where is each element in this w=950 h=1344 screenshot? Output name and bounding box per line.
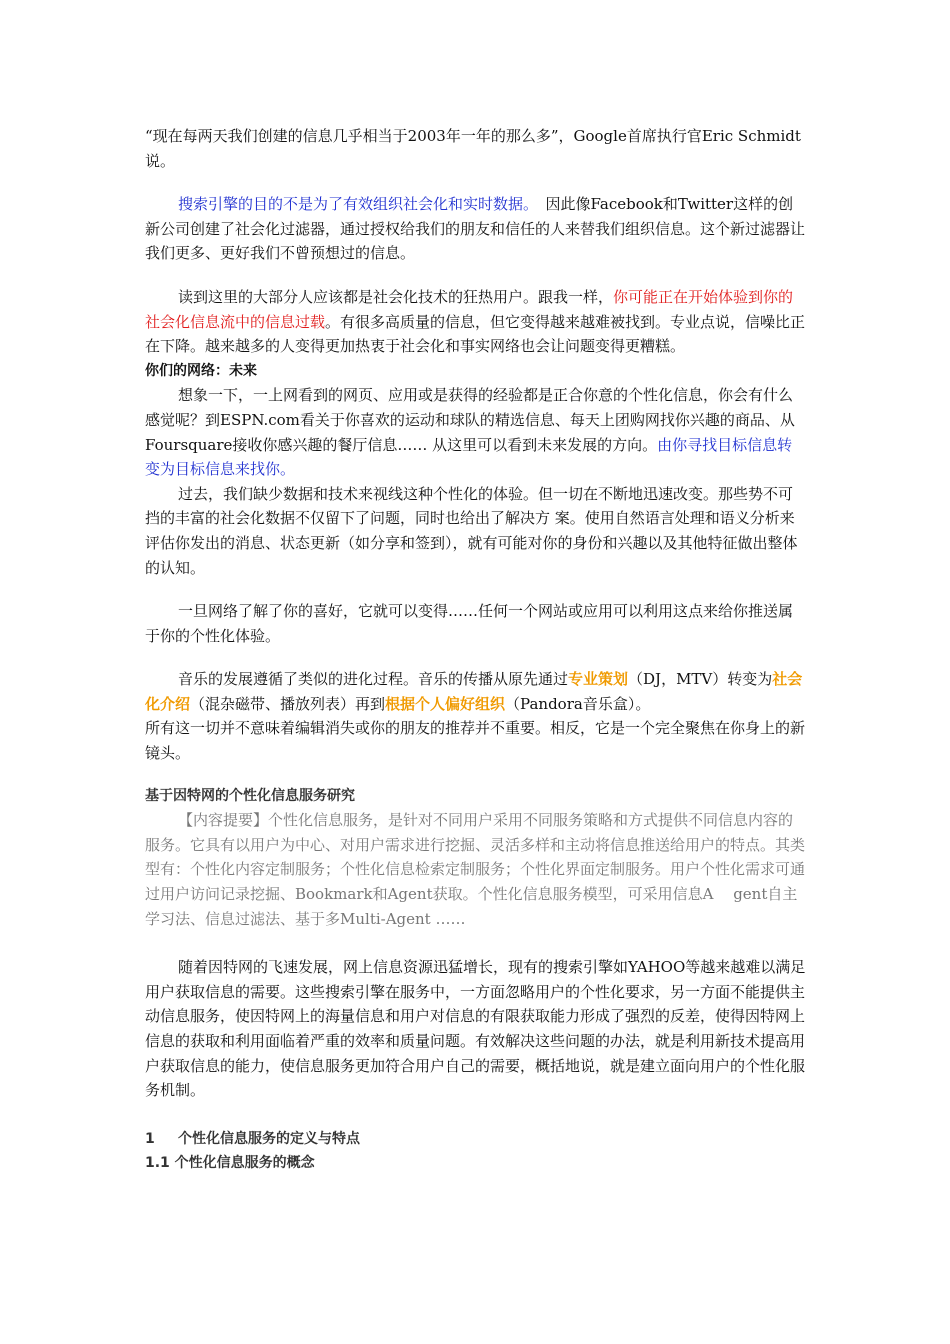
paragraph-once-web-knows: 一旦网络了解了你的喜好，它就可以变得……任何一个网站或应用可以利用这点来给你推送属于你的个性化体验。 bbox=[145, 602, 794, 645]
paragraph-text: （Pandora音乐盒）。 bbox=[505, 694, 651, 713]
paragraph-text: （DJ，MTV）转变为 bbox=[628, 670, 773, 689]
section-heading-1 bbox=[145, 1127, 807, 1152]
paragraph-imagine bbox=[145, 383, 807, 481]
section-title: 个性化信息服务的定义与特点 bbox=[178, 1130, 360, 1147]
paragraph-text: （混杂磁带、播放列表）再到 bbox=[190, 694, 386, 713]
section-heading-future-web: 你们的网络：未来 bbox=[145, 362, 257, 379]
article-title: 基于因特网的个性化信息服务研究 bbox=[145, 787, 355, 804]
paragraph-text: 因此像Facebook和Twitter这样的创新公司创建了社会化过滤器，通过授权给我们的朋友和信任的人来替我们组织信息。这个新过滤器让我们更多、更好我们不曾预想过的信息。 bbox=[145, 195, 806, 263]
paragraph-information-overload bbox=[145, 285, 807, 359]
highlight-information-overload: 你可能正在开始体验到你的社会化信息流中的信息过载 bbox=[145, 287, 794, 331]
paragraph-past: 过去，我们缺少数据和技术来视线这种个性化的体验。但一切在不断地迅速改变。那些势不可挡的丰富的社会化数据不仅留下了问题，同时也给出了解决方 案。使用自然语言处理和语义分析来评估你发出的消息、状态更新（如分享和签到），就有可能对你的身份和兴趣以及其他特征做出整体的认知。 bbox=[145, 484, 798, 577]
paragraph-social-filters bbox=[145, 192, 807, 266]
paragraph-introduction: 随着因特网的飞速发展，网上信息资源迅猛增长，现有的搜索引擎如YAHOO等越来越难以满足用户获取信息的需要。这些搜索引擎在服务中，一方面忽略用户的个性化要求，另一方面不能提供主动信息服务，使因特网上的海量信息和用户对信息的有限获取能力形成了强烈的反差，使得因特网上信息的获取和利用面临着严重的效率和质量问题。有效解决这些问题的办法，就是利用新技术提高用户获取信息的能力，使信息服务更加符合用户自己的需要，概括地说，就是建立面向用户的个性化服务机制。 bbox=[145, 958, 806, 1100]
paragraph-abstract: 【内容提要】个性化信息服务，是针对不同用户采用不同服务策略和方式提供不同信息内容的服务。它具有以用户为中心、对用户需求进行挖掘、灵活多样和主动将信息推送给用户的特点。其类型有：个性化内容定制服务；个性化信息检索定制服务；个性化界面定制服务。用户个性化需求可通过用户访问记录挖掘、Bookmark和Agent获取。个性化信息服务模型，可采用信息A gent自主学习法、信息过滤法、基于多Multi-Agent …… bbox=[145, 811, 806, 928]
document-page bbox=[145, 124, 807, 1176]
highlight-social-intro: 社会化介绍 bbox=[145, 670, 803, 713]
section-number: 1 bbox=[145, 1130, 155, 1147]
highlight-professional-curation: 专业策划 bbox=[568, 670, 629, 689]
highlight-personal-preference: 根据个人偏好组织 bbox=[385, 694, 506, 713]
paragraph-text: 。有很多高质量的信息，但它变得越来越难被找到。专业点说，信噪比正在下降。越来越多的人变得更加热衷于社会化和事实网络也会让问题变得更糟糕。 bbox=[145, 312, 806, 356]
paragraph-quote: “现在每两天我们创建的信息几乎相当于2003年一年的那么多”，Google首席执行官Eric Schmidt说。 bbox=[145, 127, 801, 170]
highlight-search-engine-purpose: 搜索引擎的目的不是为了有效组织社会化和实时数据。 bbox=[178, 195, 531, 214]
paragraph-text: 想象一下，一上网看到的网页、应用或是获得的经验都是正合你意的个性化信息，你会有什么感觉呢？到ESPN.com看关于你喜欢的运动和球队的精选信息、每天上团购网找你兴趣的商品、从Foursquare接收你感兴趣的餐厅信息…… 从这里可以看到未来发展的方向。 bbox=[145, 386, 795, 454]
paragraph-text: 音乐的发展遵循了类似的进化过程。音乐的传播从原先通过 bbox=[178, 670, 569, 689]
paragraph-music bbox=[145, 667, 807, 716]
highlight-info-finds-you: 由你寻找目标信息转变为目标信息来找你。 bbox=[145, 435, 793, 479]
paragraph-new-lens: 所有这一切并不意味着编辑消失或你的朋友的推荐并不重要。相反，它是一个完全聚焦在你身上的新镜头。 bbox=[145, 719, 806, 763]
section-heading-1-1: 1.1 个性化信息服务的概念 bbox=[145, 1155, 315, 1172]
paragraph-text: 读到这里的大部分人应该都是社会化技术的狂热用户。跟我一样， bbox=[178, 287, 614, 306]
